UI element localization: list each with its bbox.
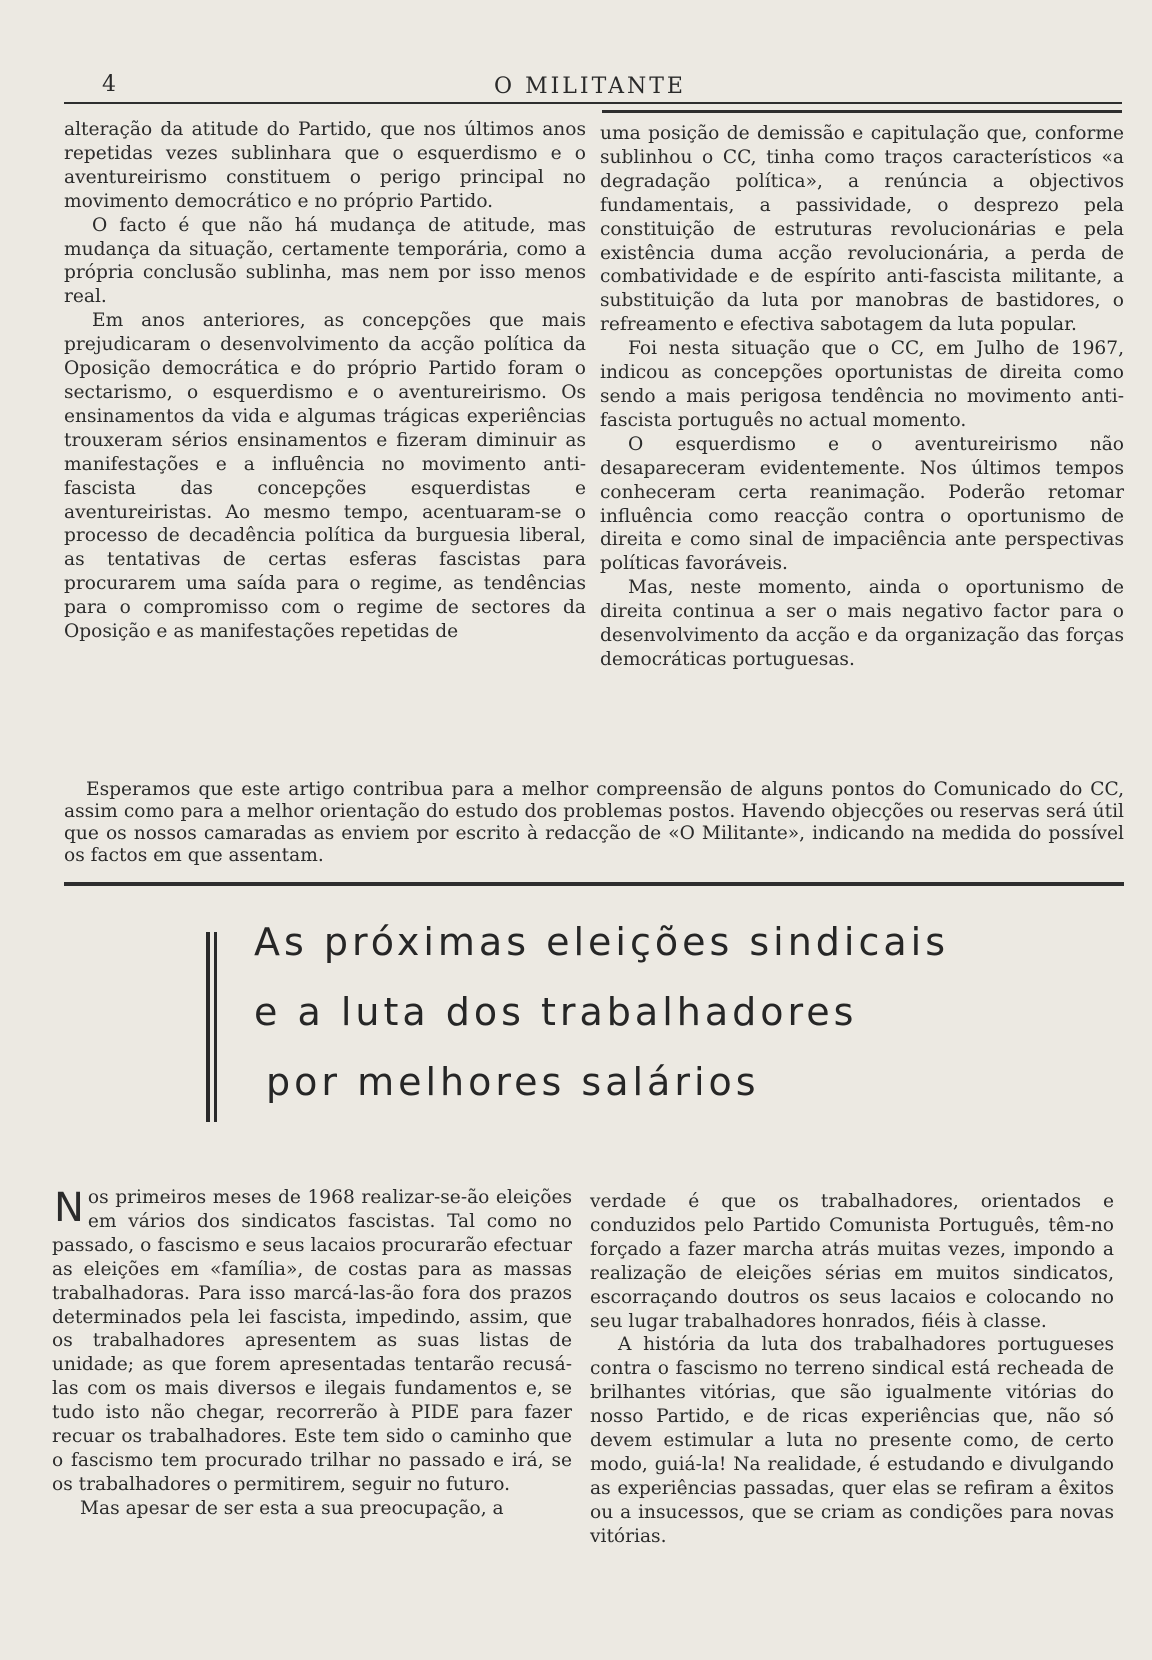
page-header — [60, 72, 1120, 102]
paragraph: A história da luta dos trabalhadores portugueses contra o fascismo no terreno sindical está recheada de brilhantes vitórias, que são igualmente vitórias do nosso Partido, e de ricas experiências que, não só devem estimular a luta no presente como, de certo modo, guiá-la! Na realidade, é estudando e divulgando as experiências passadas, quer elas se refiram a êxitos ou a insucessos, que se criam as condições para novas vitórias. — [590, 1334, 1114, 1547]
paragraph: uma posição de demissão e capitulação que, conforme sublinhou o CC, tinha como traços característicos «a degradação política», a renúncia a objectivos fundamentais, a passividade, o desprezo pela constituição de estruturas revolucionárias e pela existência duma acção revolucionária, a perda de combatividade e de espírito anti-fascista militante, a substituição da luta por manobras de bastidores, o refreamento e efectiva sabotagem da luta popular. — [600, 123, 1124, 336]
header-rule — [64, 102, 1122, 104]
paragraph: Mas, neste momento, ainda o oportunismo de direita continua a ser o mais negativo factor para o desenvolvimento da acção e da organização das forças democráticas portuguesas. — [600, 577, 1124, 670]
article-top-column-right — [600, 122, 1124, 672]
headline-line: As próximas eleições sindicais — [254, 920, 950, 964]
page-number: 4 — [102, 72, 116, 97]
paragraph: Foi nesta situação que o CC, em Julho de 1967, indicou as concepções oportunistas de direita como sendo a mais perigosa tendência no movimento anti-fascista português no actual momento. — [600, 338, 1124, 431]
dropcap: N — [54, 1185, 84, 1231]
headline-line: por melhores salários — [266, 1060, 760, 1104]
paragraph: Mas apesar de ser esta a sua preocupação, a — [80, 1497, 504, 1519]
right-column-rule — [602, 110, 1122, 113]
paragraph: Em anos anteriores, as concepções que mais prejudicaram o desenvolvimento da acção política da Oposição democrática e do próprio Partido foram o sectarismo, o esquerdismo e o aventureirismo. Os ensinamentos da vida e algumas trágicas experiências trouxeram sérios ensinamentos e fizeram diminuir as manifestações e a influência no movimento anti-fascista das concepções esquerdistas e aventureiristas. Ao mesmo tempo, acentuaram-se o processo de decadência política da burguesia liberal, as tentativas de certas esferas fascistas para procurarem uma saída para o regime, as tendências para o compromisso com o regime de sectores da Oposição e as manifestações repetidas de — [64, 310, 586, 643]
publication-title: O MILITANTE — [494, 74, 686, 99]
headline-bar — [214, 932, 217, 1122]
paragraph: O esquerdismo e o aventureirismo não desapareceram evidentemente. Nos últimos tempos conheceram certa reanimação. Poderão retomar influência como reacção contra o oportunismo de direita e como sinal de impaciência ante perspectivas políticas favoráveis. — [600, 433, 1124, 575]
paragraph: O facto é que não há mudança de atitude, mas mudança da situação, certamente temporária, como a própria conclusão sublinha, mas nem por isso menos real. — [64, 214, 586, 308]
headline-bar — [206, 932, 210, 1122]
headline-line: e a luta dos trabalhadores — [254, 990, 858, 1034]
article-top-column-left — [64, 118, 586, 644]
paragraph: verdade é que os trabalhadores, orientados e conduzidos pelo Partido Comunista Português, têm-no forçado a fazer marcha atrás muitas vezes, impondo a realização de eleições sérias em muitos sindicatos, escorraçando doutros os seus lacaios e colocando no seu lugar trabalhadores honrados, fiéis à classe. — [590, 1191, 1114, 1332]
paragraph — [52, 1186, 572, 1497]
article-bottom-column-left — [52, 1186, 572, 1521]
article-bottom-column-right — [590, 1190, 1114, 1549]
section-divider — [64, 882, 1124, 886]
paragraph: alteração da atitude do Partido, que nos últimos anos repetidas vezes sublinhara que o esquerdismo e o aventureirismo constituem o perigo principal no movimento democrático e no próprio Partido. — [64, 119, 586, 212]
paragraph-text: os primeiros meses de 1968 realizar-se-ão eleições em vários dos sindicatos fascistas. Tal como no passado, o fascismo e seus lacaios procurarão efectuar as eleições em «família», de costas para as massas trabalhadoras. Para isso marcá-las-ão fora dos prazos determinados pela lei fascista, impedindo, assim, que os trabalhadores apresentem as suas listas de unidade; as que forem apresentadas tentarão recusá-las com os mais diversos e ilegais fundamentos e, se tudo isto não chegar, recorrerão à PIDE para fazer recuar os trabalhadores. Este tem sido o caminho que o fascismo tem procurado trilhar no passado e irá, se os trabalhadores o permitirem, seguir no futuro. — [52, 1187, 572, 1495]
closing-note: Esperamos que este artigo contribua para a melhor compreensão de alguns pontos do Comunicado do CC, assim como para a melhor orientação do estudo dos problemas postos. Havendo objecções ou reservas será útil que os nossos camaradas as enviem por escrito à redacção de «O Militante», indicando na medida do possível os factos em que assentam. — [64, 778, 1124, 866]
